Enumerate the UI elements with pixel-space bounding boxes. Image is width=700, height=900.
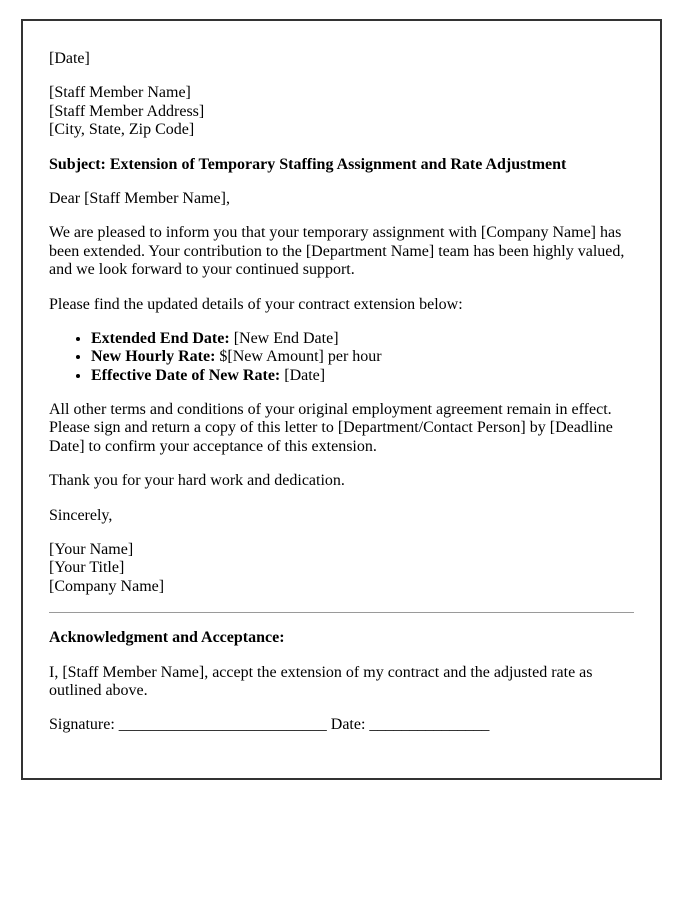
sender-block (49, 541, 634, 596)
detail-item-effective-date (91, 367, 634, 385)
letter-page (21, 19, 662, 780)
paragraph-intro: We are pleased to inform you that your temporary assignment with [Company Name] has been extended. Your contribution to the [Department Name] team has been highly valued, and we look forward to your continued support. (49, 224, 625, 279)
recipient-city-state-zip: [City, State, Zip Code] (49, 121, 195, 139)
section-divider (49, 612, 634, 613)
sender-name: [Your Name] (49, 541, 134, 559)
detail-value: [Date] (280, 366, 326, 384)
sender-title: [Your Title] (49, 559, 125, 577)
detail-label: Extended End Date: (91, 329, 230, 347)
detail-value: [New End Date] (229, 329, 339, 347)
subject-line: Subject: Extension of Temporary Staffing Assignment and Rate Adjustment (49, 155, 567, 173)
signature-row (49, 716, 634, 734)
detail-item-new-hourly-rate (91, 348, 634, 366)
recipient-block (49, 84, 634, 139)
closing: Sincerely, (49, 506, 113, 524)
date-label: Date: (330, 716, 370, 734)
signature-line: __________________________ (118, 716, 327, 734)
paragraph-thanks: Thank you for your hard work and dedication. (49, 472, 345, 490)
paragraph-details-lead: Please find the updated details of your contract extension below: (49, 295, 463, 313)
detail-item-extended-end-date (91, 330, 634, 348)
date-line: _______________ (369, 716, 490, 734)
signature-label: Signature: (49, 716, 119, 734)
acknowledgment-statement: I, [Staff Member Name], accept the extension of my contract and the adjusted rate as outlined above. (49, 663, 593, 699)
details-list (49, 330, 634, 385)
salutation: Dear [Staff Member Name], (49, 189, 230, 207)
detail-label: New Hourly Rate: (91, 348, 216, 366)
date-placeholder: [Date] (49, 50, 90, 67)
recipient-name: [Staff Member Name] (49, 84, 191, 102)
detail-value: $[New Amount] per hour (215, 348, 382, 366)
paragraph-terms: All other terms and conditions of your original employment agreement remain in effect. Please sign and return a copy of this letter to [Department/Contact Person] by [Deadline Date] to confirm your acceptance of this extension. (49, 401, 613, 455)
recipient-address: [Staff Member Address] (49, 102, 205, 120)
sender-company: [Company Name] (49, 577, 165, 595)
acknowledgment-heading: Acknowledgment and Acceptance: (49, 629, 285, 647)
detail-label: Effective Date of New Rate: (91, 366, 281, 384)
